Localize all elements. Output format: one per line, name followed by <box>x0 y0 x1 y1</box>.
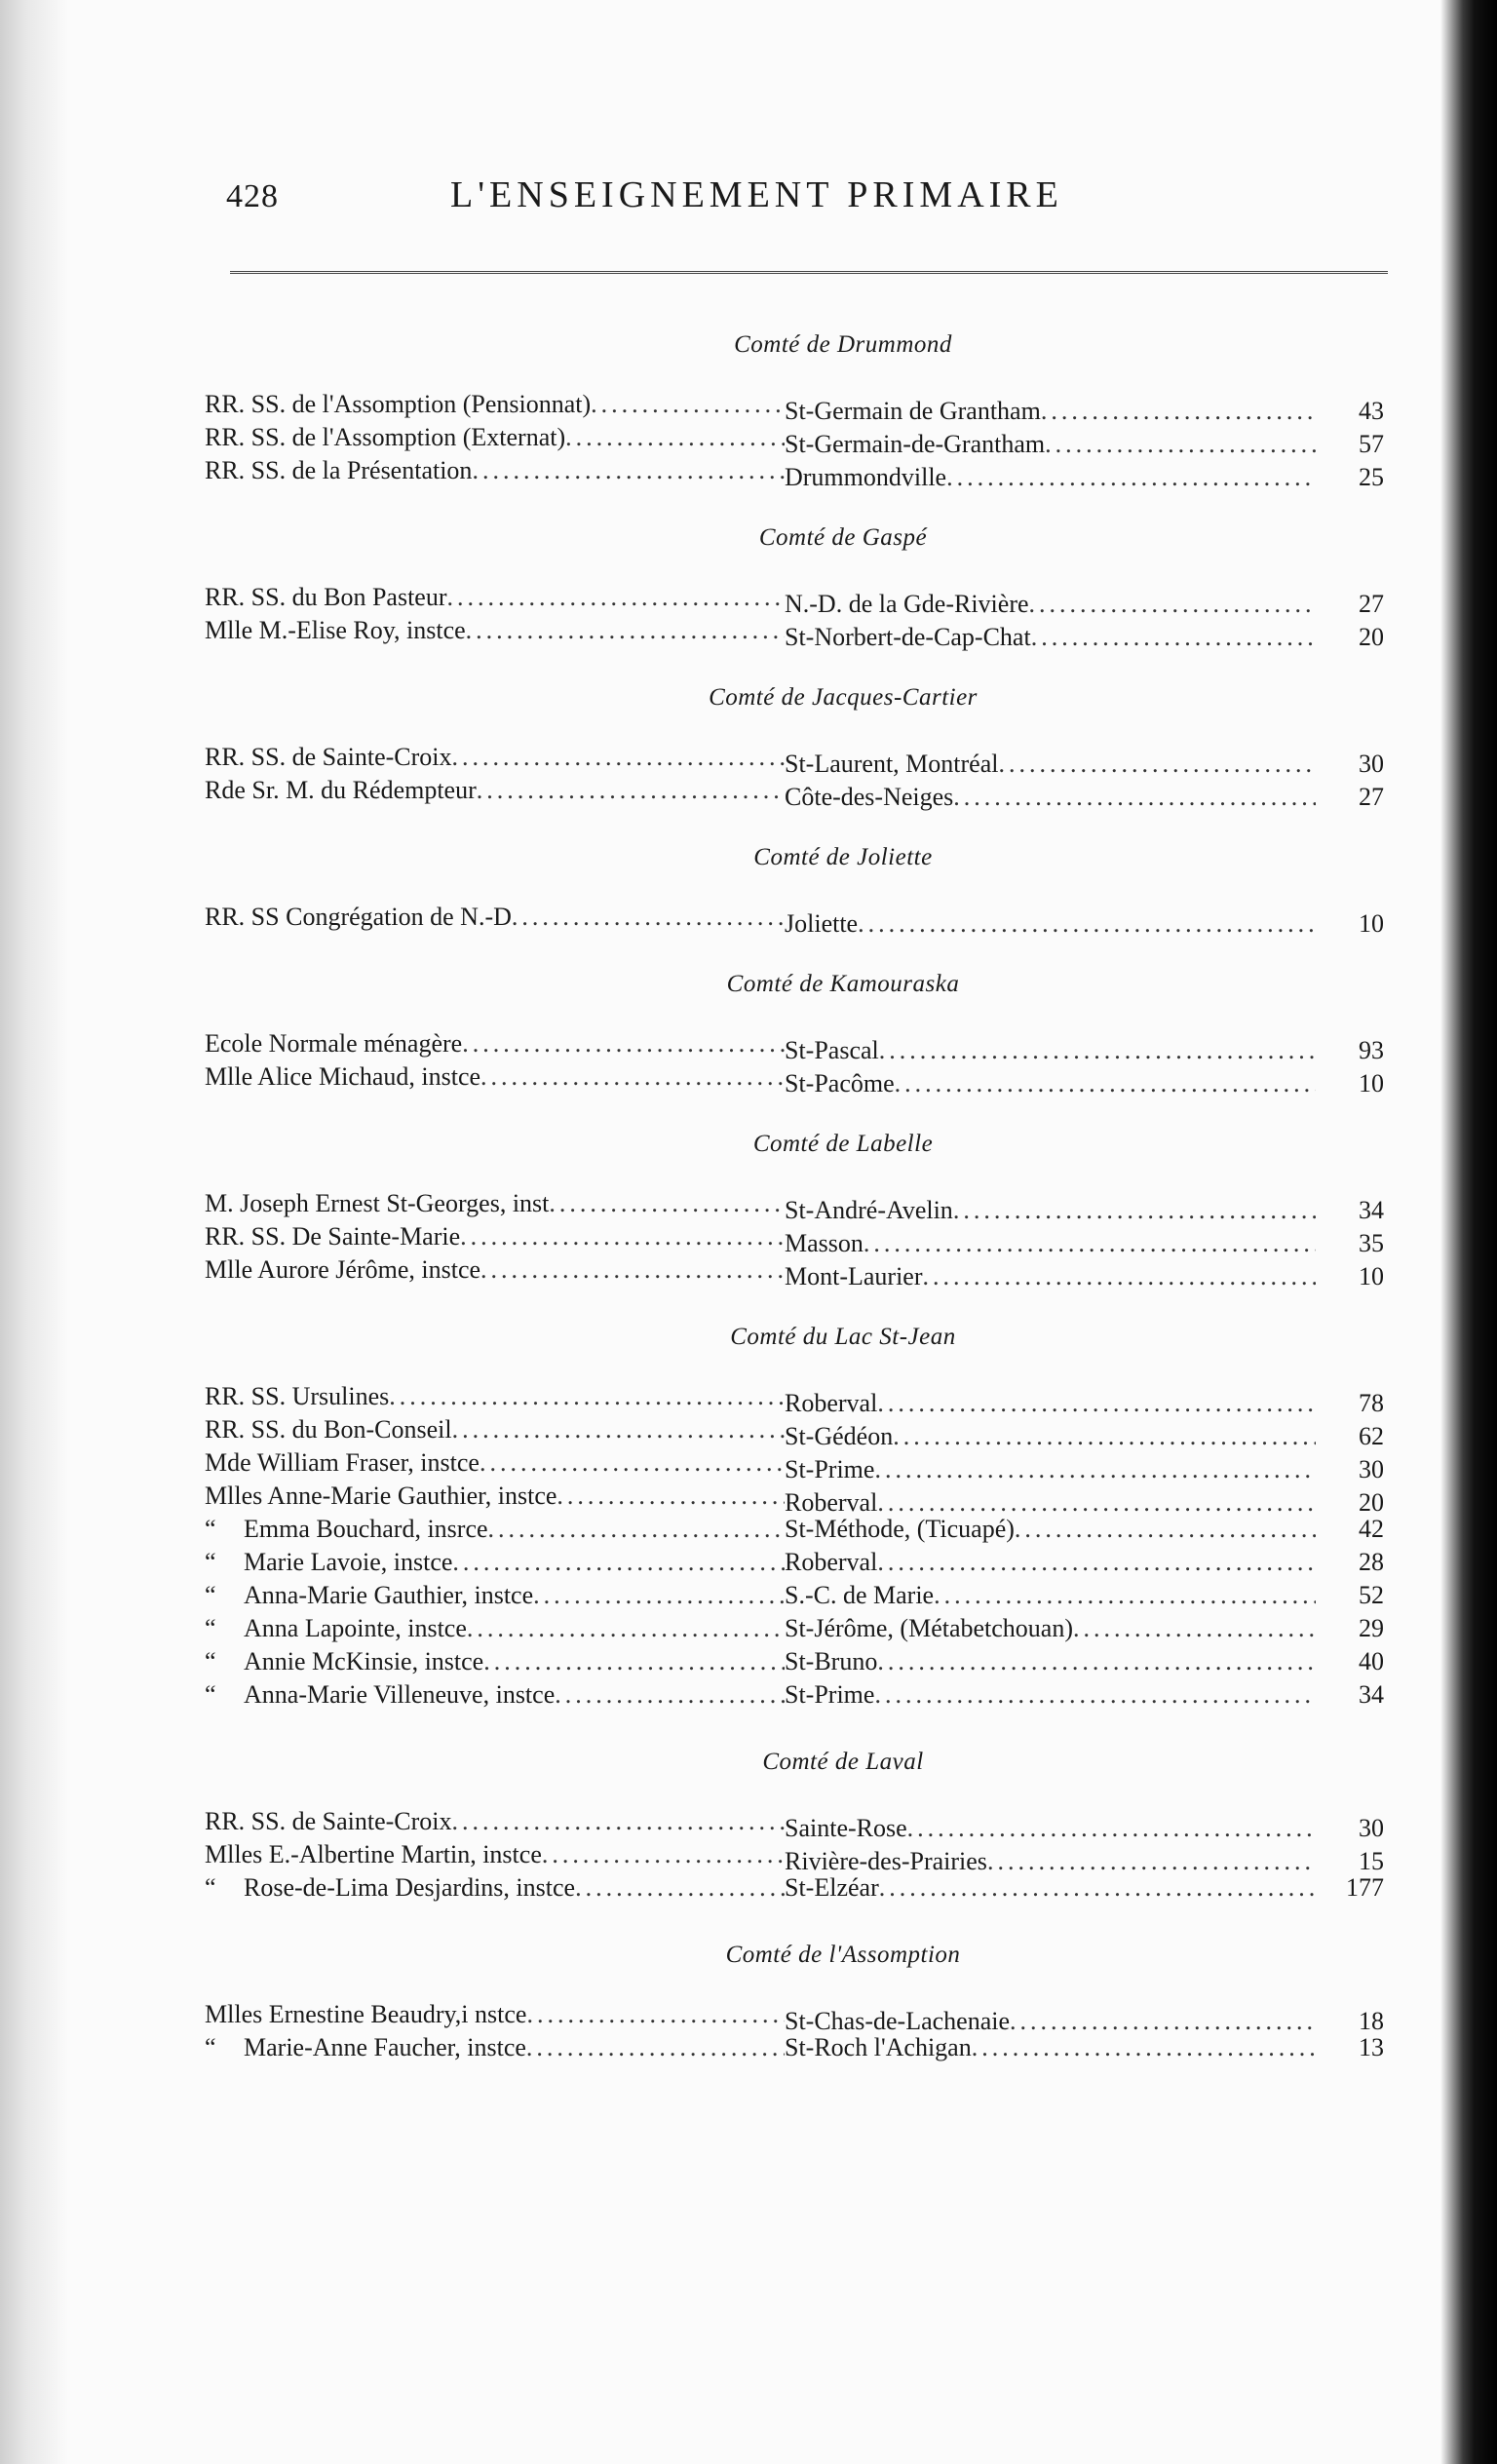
page-number: 428 <box>226 178 279 214</box>
dot-leader <box>1010 2007 1316 2036</box>
school-entry <box>205 583 1384 616</box>
school-entry <box>205 616 1384 649</box>
dot-leader <box>1041 397 1316 426</box>
dot-leader <box>877 1647 1316 1676</box>
name-cell <box>205 776 785 805</box>
dot-leader <box>1073 1614 1316 1643</box>
school-name: Anna-Marie Gauthier, instce <box>244 1581 534 1609</box>
place-cell <box>785 2007 1316 2036</box>
school-name: Mlles E.-Albertine Martin, instce <box>205 1840 542 1868</box>
pupil-count: 78 <box>1359 1389 1384 1417</box>
dot-leader <box>874 1455 1316 1484</box>
dot-leader <box>879 1036 1316 1065</box>
place-cell <box>785 783 1316 812</box>
school-entry <box>205 1062 1384 1096</box>
dot-leader <box>542 1840 785 1869</box>
place-cell <box>785 1581 1316 1610</box>
dot-leader <box>472 456 785 485</box>
pupil-count: 43 <box>1359 397 1384 425</box>
place-cell <box>785 1389 1316 1418</box>
school-place: Sainte-Rose <box>785 1814 907 1842</box>
school-place: St-Bruno <box>785 1647 878 1675</box>
school-place: Mont-Laurier <box>785 1262 923 1290</box>
county-section <box>205 1749 1384 1906</box>
name-cell <box>205 1680 785 1710</box>
county-section <box>205 1324 1384 1713</box>
place-cell <box>785 1036 1316 1065</box>
school-entry <box>205 1029 1384 1062</box>
pupil-count: 177 <box>1346 1873 1384 1902</box>
name-cell <box>205 1548 785 1577</box>
school-entry <box>205 423 1384 456</box>
pupil-count: 30 <box>1359 1814 1384 1842</box>
school-place: N.-D. de la Gde-Rivière <box>785 590 1029 618</box>
name-cell <box>205 456 785 485</box>
school-place: St-Elzéar <box>785 1873 879 1902</box>
county-section <box>205 971 1384 1096</box>
dot-leader <box>999 750 1317 779</box>
ditto-mark: “ <box>205 1614 216 1642</box>
place-cell <box>785 1873 1316 1903</box>
dot-leader <box>877 1488 1316 1518</box>
dot-leader <box>934 1581 1316 1610</box>
pupil-count: 18 <box>1359 2007 1384 2035</box>
pupil-count: 34 <box>1359 1196 1384 1224</box>
school-entry <box>205 390 1384 423</box>
name-cell <box>205 1415 785 1444</box>
county-heading: Comté de Drummond <box>734 331 952 358</box>
name-cell <box>205 1515 785 1544</box>
school-name: Mlle Alice Michaud, instce <box>205 1062 481 1091</box>
dot-leader <box>1029 590 1316 619</box>
school-name: Anna Lapointe, instce <box>244 1614 467 1642</box>
pupil-count: 52 <box>1359 1581 1384 1609</box>
school-entry <box>205 1840 1384 1873</box>
school-place: Côte-des-Neiges <box>785 783 954 811</box>
place-cell <box>785 1422 1316 1451</box>
school-name: RR. SS. De Sainte-Marie <box>205 1222 461 1251</box>
school-entry <box>205 1647 1384 1680</box>
place-cell <box>785 1515 1316 1544</box>
school-place: St-Germain-de-Grantham <box>785 430 1046 458</box>
pupil-count: 40 <box>1359 1647 1384 1675</box>
place-cell <box>785 1680 1316 1710</box>
school-name: Marie Lavoie, instce <box>244 1548 453 1576</box>
school-name: RR. SS. de la Présentation <box>205 456 473 484</box>
place-cell <box>785 397 1316 426</box>
dot-leader <box>452 1548 785 1577</box>
school-entry <box>205 1614 1384 1647</box>
school-place: S.-C. de Marie <box>785 1581 935 1609</box>
school-place: Rivière-des-Prairies <box>785 1847 987 1875</box>
pupil-count: 15 <box>1359 1847 1384 1875</box>
dot-leader <box>460 1222 785 1251</box>
dot-leader <box>549 1189 785 1218</box>
name-cell <box>205 390 785 419</box>
name-cell <box>205 1482 785 1511</box>
dot-leader <box>591 390 785 419</box>
pupil-count: 57 <box>1359 430 1384 458</box>
ditto-mark: “ <box>205 2033 216 2061</box>
school-entry <box>205 2033 1384 2066</box>
place-cell <box>785 2033 1316 2062</box>
pupil-count: 34 <box>1359 1680 1384 1709</box>
dot-leader <box>447 583 786 612</box>
place-cell <box>785 1229 1316 1258</box>
pupil-count: 35 <box>1359 1229 1384 1257</box>
name-cell <box>205 2033 785 2062</box>
school-entry <box>205 903 1384 936</box>
dot-leader <box>488 1515 785 1544</box>
pupil-count: 10 <box>1359 1069 1384 1097</box>
school-entry <box>205 1807 1384 1840</box>
school-entry <box>205 1382 1384 1415</box>
name-cell <box>205 1382 785 1411</box>
county-heading: Comté de l'Assomption <box>725 1942 961 1968</box>
school-entry <box>205 1189 1384 1222</box>
dot-leader <box>452 1807 785 1836</box>
school-name: RR. SS. de l'Assomption (Pensionnat) <box>205 390 592 418</box>
name-cell <box>205 1581 785 1610</box>
school-name: Ecole Normale ménagère <box>205 1029 463 1058</box>
school-entry <box>205 456 1384 489</box>
name-cell <box>205 743 785 772</box>
pupil-count: 10 <box>1359 1262 1384 1290</box>
name-cell <box>205 1189 785 1218</box>
school-place: St-Gédéon <box>785 1422 894 1450</box>
school-entry <box>205 1448 1384 1482</box>
dot-leader <box>972 2033 1316 2062</box>
county-section <box>205 684 1384 809</box>
school-name: RR. SS. du Bon Pasteur <box>205 583 447 611</box>
school-place: St-Prime <box>785 1455 875 1483</box>
pupil-count: 30 <box>1359 1455 1384 1483</box>
dot-leader <box>877 1389 1316 1418</box>
dot-leader <box>565 423 785 452</box>
dot-leader <box>923 1262 1316 1291</box>
school-name: Marie-Anne Faucher, instce <box>244 2033 526 2061</box>
page-header <box>226 173 1392 216</box>
school-entry <box>205 1680 1384 1713</box>
school-entry <box>205 1515 1384 1548</box>
pupil-count: 30 <box>1359 750 1384 778</box>
pupil-count: 28 <box>1359 1548 1384 1576</box>
school-name: RR. SS. de Sainte-Croix <box>205 1807 452 1835</box>
place-cell <box>785 1614 1316 1643</box>
place-cell <box>785 1069 1316 1098</box>
school-name: Anna-Marie Villeneuve, instce <box>244 1680 556 1709</box>
header-rule <box>230 271 1388 278</box>
school-name: Mlles Anne-Marie Gauthier, instce <box>205 1482 557 1510</box>
name-cell <box>205 1448 785 1478</box>
place-cell <box>785 1814 1316 1843</box>
school-place: Roberval <box>785 1488 878 1517</box>
dot-leader <box>946 463 1316 492</box>
pupil-count: 27 <box>1359 783 1384 811</box>
school-place: St-Prime <box>785 1680 875 1709</box>
dot-leader <box>1031 623 1316 652</box>
school-entry <box>205 1581 1384 1614</box>
school-name: Rde Sr. M. du Rédempteur <box>205 776 477 804</box>
name-cell <box>205 583 785 612</box>
school-entry <box>205 776 1384 809</box>
county-heading: Comté de Laval <box>762 1749 924 1775</box>
listing-content <box>205 322 1384 2101</box>
name-cell <box>205 1255 785 1285</box>
school-name: Mlles Ernestine Beaudry,i nstce <box>205 2000 527 2028</box>
county-heading: Comté de Joliette <box>753 844 933 870</box>
school-name: RR. SS Congrégation de N.-D <box>205 903 512 931</box>
pupil-count: 13 <box>1359 2033 1384 2061</box>
name-cell <box>205 1062 785 1092</box>
dot-leader <box>907 1814 1316 1843</box>
school-place: St-Germain de Grantham <box>785 397 1041 425</box>
dot-leader <box>512 903 785 932</box>
school-place: St-Jérôme, (Métabetchouan) <box>785 1614 1074 1642</box>
school-name: Rose-de-Lima Desjardins, instce <box>244 1873 576 1902</box>
ditto-mark: “ <box>205 1873 216 1902</box>
pupil-count: 27 <box>1359 590 1384 618</box>
place-cell <box>785 1548 1316 1577</box>
dot-leader <box>480 1448 785 1478</box>
name-cell <box>205 423 785 452</box>
school-place: St-Chas-de-Lachenaie <box>785 2007 1011 2035</box>
ditto-mark: “ <box>205 1581 216 1609</box>
place-cell <box>785 463 1316 492</box>
county-section <box>205 524 1384 649</box>
school-place: Roberval <box>785 1389 878 1417</box>
name-cell <box>205 1647 785 1676</box>
pupil-count: 25 <box>1359 463 1384 491</box>
place-cell <box>785 1847 1316 1876</box>
pupil-count: 62 <box>1359 1422 1384 1450</box>
school-name: RR. SS. du Bon-Conseil <box>205 1415 452 1444</box>
school-place: St-Pascal <box>785 1036 879 1064</box>
school-name: M. Joseph Ernest St-Georges, inst <box>205 1189 550 1217</box>
dot-leader <box>467 1614 785 1643</box>
county-heading: Comté de Kamouraska <box>726 971 960 997</box>
county-heading: Comté de Jacques-Cartier <box>709 684 978 711</box>
place-cell <box>785 909 1316 939</box>
county-heading: Comté du Lac St-Jean <box>730 1324 956 1350</box>
name-cell <box>205 1029 785 1059</box>
dot-leader <box>466 616 785 645</box>
pupil-count: 29 <box>1359 1614 1384 1642</box>
school-name: Emma Bouchard, insrce <box>244 1515 488 1543</box>
dot-leader <box>874 1680 1316 1710</box>
dot-leader <box>452 1415 785 1444</box>
school-entry <box>205 743 1384 776</box>
name-cell <box>205 903 785 932</box>
school-entry <box>205 1482 1384 1515</box>
school-name: Annie McKinsie, instce <box>244 1647 484 1675</box>
dot-leader <box>987 1847 1316 1876</box>
school-place: Drummondville <box>785 463 947 491</box>
dot-leader <box>877 1548 1316 1577</box>
dot-leader <box>526 2000 785 2029</box>
school-place: Roberval <box>785 1548 878 1576</box>
school-entry <box>205 2000 1384 2033</box>
county-section <box>205 844 1384 936</box>
dot-leader <box>858 909 1316 939</box>
school-place: St-Laurent, Montréal <box>785 750 999 778</box>
dot-leader <box>953 783 1316 812</box>
school-place: Masson <box>785 1229 864 1257</box>
school-entry <box>205 1873 1384 1906</box>
dot-leader <box>555 1680 785 1710</box>
place-cell <box>785 623 1316 652</box>
ditto-mark: “ <box>205 1680 216 1709</box>
place-cell <box>785 590 1316 619</box>
dot-leader <box>526 2033 785 2062</box>
school-entry <box>205 1548 1384 1581</box>
dot-leader <box>462 1029 785 1059</box>
school-name: Mlle Aurore Jérôme, instce <box>205 1255 481 1284</box>
place-cell <box>785 1455 1316 1484</box>
place-cell <box>785 1196 1316 1225</box>
school-place: St-Méthode, (Ticuapé) <box>785 1515 1015 1543</box>
school-entry <box>205 1415 1384 1448</box>
name-cell <box>205 1807 785 1836</box>
county-section <box>205 331 1384 489</box>
name-cell <box>205 2000 785 2029</box>
binding-gutter <box>0 0 68 2464</box>
school-place: St-Pacôme <box>785 1069 895 1097</box>
school-name: RR. SS. de l'Assomption (Externat) <box>205 423 566 451</box>
name-cell <box>205 1840 785 1869</box>
pupil-count: 20 <box>1359 1488 1384 1517</box>
school-name: RR. SS. de Sainte-Croix <box>205 743 452 771</box>
place-cell <box>785 1647 1316 1676</box>
dot-leader <box>1045 430 1316 459</box>
dot-leader <box>1015 1515 1316 1544</box>
county-heading: Comté de Gaspé <box>758 524 928 551</box>
pupil-count: 20 <box>1359 623 1384 651</box>
county-section <box>205 1131 1384 1289</box>
ditto-mark: “ <box>205 1548 216 1576</box>
dot-leader <box>575 1873 785 1903</box>
pupil-count: 10 <box>1359 909 1384 938</box>
school-name: RR. SS. Ursulines <box>205 1382 390 1410</box>
dot-leader <box>953 1196 1316 1225</box>
ditto-mark: “ <box>205 1647 216 1675</box>
county-heading: Comté de Labelle <box>752 1131 934 1157</box>
name-cell <box>205 1614 785 1643</box>
dot-leader <box>477 776 785 805</box>
place-cell <box>785 750 1316 779</box>
dot-leader <box>864 1229 1316 1258</box>
name-cell <box>205 616 785 645</box>
school-place: Joliette <box>785 909 859 938</box>
place-cell <box>785 1488 1316 1518</box>
dot-leader <box>452 743 785 772</box>
county-section <box>205 1942 1384 2066</box>
school-place: St-Roch l'Achigan <box>785 2033 972 2061</box>
dot-leader <box>557 1482 785 1511</box>
school-name: Mlle M.-Elise Roy, instce <box>205 616 466 644</box>
running-title: L'ENSEIGNEMENT PRIMAIRE <box>450 174 1063 215</box>
school-name: Mde William Fraser, instce <box>205 1448 480 1477</box>
dot-leader <box>893 1422 1316 1451</box>
school-entry <box>205 1255 1384 1289</box>
pupil-count: 42 <box>1359 1515 1384 1543</box>
page-edge-shadow <box>1440 0 1497 2464</box>
name-cell <box>205 1222 785 1251</box>
school-place: St-Norbert-de-Cap-Chat <box>785 623 1031 651</box>
dot-leader <box>480 1062 785 1092</box>
dot-leader <box>879 1873 1316 1903</box>
dot-leader <box>533 1581 785 1610</box>
dot-leader <box>480 1255 785 1285</box>
school-entry <box>205 1222 1384 1255</box>
dot-leader <box>389 1382 785 1411</box>
place-cell <box>785 1262 1316 1291</box>
dot-leader <box>895 1069 1316 1098</box>
school-place: St-André-Avelin <box>785 1196 953 1224</box>
dot-leader <box>483 1647 785 1676</box>
ditto-mark: “ <box>205 1515 216 1543</box>
pupil-count: 93 <box>1359 1036 1384 1064</box>
name-cell <box>205 1873 785 1903</box>
place-cell <box>785 430 1316 459</box>
